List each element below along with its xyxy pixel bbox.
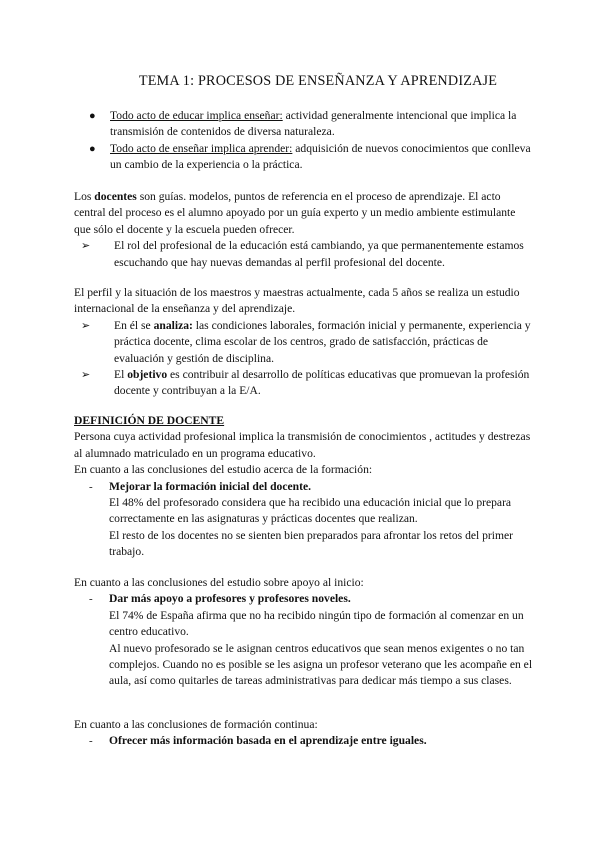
arrow-bullet-icon: ➢ <box>81 240 91 253</box>
item-paragraph: Al nuevo profesorado se le asignan centros educativos que sean menos exigentes o no tan complejos. Cuando no es posible se les asigna un profesor veterano que les acompañe en el aula, así como quitarles de tareas administrativas para dedicar más tiempo a sus clases. <box>109 641 533 688</box>
bullet-icon: ● <box>89 142 96 155</box>
bold-term: objetivo <box>127 368 168 382</box>
bullet-icon: ● <box>89 110 96 122</box>
arrow-bullet-icon: ➢ <box>81 369 91 382</box>
docentes-paragraph <box>74 189 534 238</box>
bullet-text: adquisición de nuevos conocimientos que conlleva un cambio de la experiencia o la práctica. <box>110 141 531 172</box>
list-item <box>74 367 534 400</box>
item-title: Ofrecer más información basada en el aprendizaje entre iguales. <box>109 734 427 748</box>
list-item <box>74 108 534 141</box>
dash-bullet-icon: - <box>89 593 93 606</box>
item-paragraph: El 48% del profesorado considera que ha recibido una educación inicial que lo prepara correctamente en las asignaturas y prácticas docentes que realizan. <box>109 496 512 526</box>
item-paragraph: El 74% de España afirma que no ha recibido ningún tipo de formación al comenzar en un centro educativo. <box>109 608 524 639</box>
formacion-intro: En cuanto a las conclusiones del estudio acerca de la formación: <box>74 463 373 477</box>
section-heading: DEFINICIÓN DE DOCENTE <box>74 414 225 427</box>
list-item <box>74 591 534 689</box>
list-item <box>74 238 534 271</box>
text-run: las condiciones laborales, formación inicial y permanente, experiencia y práctica docente, clima escolar de los centros, grado de satisfacción, prácticas de evaluación y gestión de disciplina. <box>114 318 531 365</box>
item-paragraph: El resto de los docentes no se sienten bien preparados para afrontar los retos del primer trabajo. <box>109 528 514 559</box>
dash-bullet-icon: - <box>89 480 93 493</box>
bold-term: analiza: <box>153 318 193 332</box>
bullet-term: Todo acto de enseñar implica aprender: <box>110 141 293 155</box>
list-item <box>74 141 534 174</box>
intro-bullet-list <box>74 108 534 174</box>
text-run: Los <box>74 190 95 203</box>
docentes-section <box>74 189 534 271</box>
continua-section <box>74 717 534 750</box>
text-run: es contribuir al desarrollo de políticas educativas que promuevan la profesión docente y contribuyan a la E/A. <box>114 368 530 398</box>
list-item <box>74 733 534 749</box>
arrow-bullet-icon: ➢ <box>81 319 91 332</box>
definicion-paragraph: Persona cuya actividad profesional implica la transmisión de conocimientos , actitudes y destrezas al alumnado matriculado en un programa educativo. <box>74 430 531 460</box>
dash-bullet-icon: - <box>89 735 93 748</box>
list-item <box>74 479 534 561</box>
perfil-section <box>74 285 534 400</box>
bold-term: docentes <box>94 190 137 203</box>
apoyo-section <box>74 575 534 690</box>
perfil-paragraph: El perfil y la situación de los maestros y maestras actualmente, cada 5 años se realiza un estudio internacional de la enseñanza y del aprendizaje. <box>74 286 520 316</box>
continua-intro: En cuanto a las conclusiones de formación continua: <box>74 718 318 731</box>
bullet-text: actividad generalmente intencional que implica la transmisión de contenidos de diversa naturaleza. <box>110 109 517 139</box>
item-title: Mejorar la formación inicial del docente. <box>109 479 311 493</box>
text-run: El <box>114 368 128 382</box>
item-title: Dar más apoyo a profesores y profesores noveles. <box>109 592 351 606</box>
list-item <box>74 318 534 367</box>
apoyo-intro: En cuanto a las conclusiones del estudio sobre apoyo al inicio: <box>74 576 364 589</box>
definicion-section <box>74 413 534 561</box>
text-run: En él se <box>114 318 154 332</box>
bullet-term: Todo acto de educar implica enseñar: <box>110 109 283 122</box>
arrow-text: El rol del profesional de la educación está cambiando, ya que permanentemente estamos escuchando que hay nuevas demandas al perfil profesional del docente. <box>114 239 524 269</box>
page-title: TEMA 1: PROCESOS DE ENSEÑANZA Y APRENDIZAJE <box>138 73 498 89</box>
text-run: son guías. modelos, puntos de referencia en el proceso de aprendizaje. El acto central del proceso es el alumno apoyado por un guía experto y un medio ambiente estimulante que sólo el docente y la escuela pueden ofrecer. <box>74 190 516 236</box>
